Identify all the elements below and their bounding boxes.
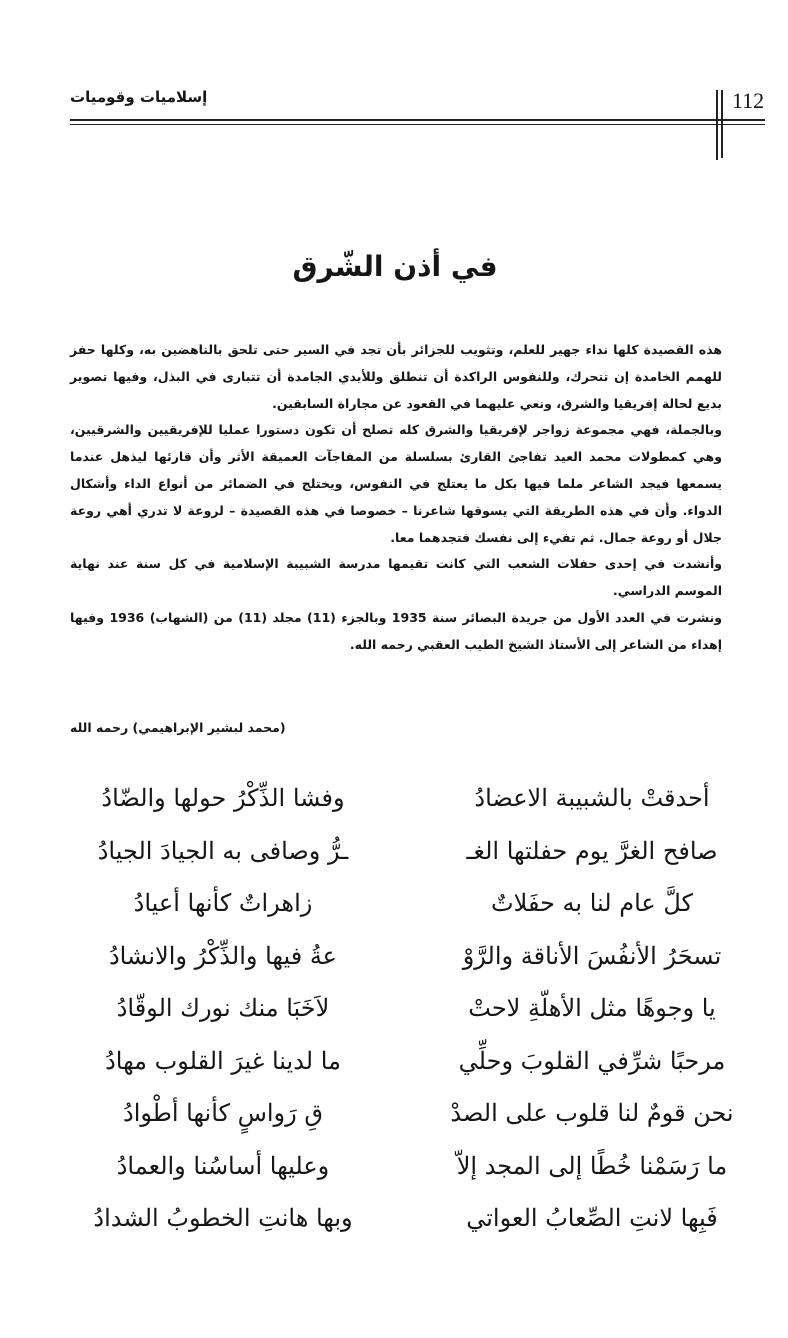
poem-title: في أذن الشّرق — [292, 250, 498, 283]
verse-second-hemistich: وعليها أساسُنا والعمادُ — [116, 1151, 330, 1180]
verse-line — [60, 938, 780, 991]
page-number: 112 — [732, 88, 765, 113]
intro-paragraph: هذه القصيدة كلها نداء جهير للعلم، وتثويب للجزائر بأن تجد في السير حتى تلحق بالناهضين به، وكلها حفز للهمم الخامدة إن تتحرك، وللنفوس الراكدة أن تنطلق وللأيدي الجامدة أن تتبارى في البذل، وفيها تصوير بديع لحالة إفريقيا والشرق، ونعي عليهما في القعود عن مجاراة السابقين. — [70, 342, 722, 411]
verse-first-hemistich: صافح الغرَّ يوم حفلتها الغـ — [466, 836, 718, 865]
verse-first-hemistich: ما رَسَمْنا خُطًا إلى المجد إلاّ — [456, 1151, 728, 1180]
running-header-title: إسلاميات وقوميات — [70, 88, 208, 106]
intro-text — [70, 337, 722, 659]
verse-line — [60, 780, 780, 833]
verse-second-hemistich: عةُ فيها والذِّكْرُ والانشادُ — [108, 941, 338, 970]
verse-second-hemistich: ـرُّ وصافى به الجيادَ الجيادُ — [97, 836, 349, 865]
verse-line — [60, 833, 780, 886]
verse-second-hemistich: وبها هانتِ الخطوبُ الشدادُ — [93, 1204, 353, 1232]
intro-paragraph: ونشرت في العدد الأول من جريدة البصائر سنة 1935 وبالجزء (11) مجلد (11) من (الشهاب) 1936 وفيها إهداء من الشاعر إلى الأستاذ الشيخ الطيب العقبي رحمه الله. — [70, 609, 723, 652]
intro-paragraph: وأنشدت في إحدى حفلات الشعب التي كانت تقيمها مدرسة الشبيبة الإسلامية في كل سنة عند نهاية الموسم الدراسي. — [70, 556, 722, 599]
intro-signature: (محمد لبشير الإبراهيمي) رحمه الله — [70, 720, 286, 735]
verse-second-hemistich: وفشا الذِّكْرُ حولها والضّادُ — [101, 784, 345, 812]
verse-first-hemistich: مرحبًا شرِّفي القلوبَ وحلِّي — [458, 1046, 726, 1075]
verse-second-hemistich: لاَخَبَا منك نورك الوقّادُ — [116, 994, 330, 1022]
header-rule-top — [70, 119, 765, 121]
verse-line — [60, 1043, 780, 1096]
verse-line — [60, 885, 780, 938]
verse-first-hemistich: يا وجوهًا مثل الأهلّةِ لاحتْ — [468, 994, 716, 1022]
verse-first-hemistich: فَبِها لانتِ الصِّعابُ العواتي — [466, 1204, 718, 1232]
verse-line — [60, 990, 780, 1043]
verse-line — [60, 1095, 780, 1148]
header-rule-bottom — [70, 124, 765, 125]
verse-second-hemistich: ما لدينا غيرَ القلوب مهادُ — [105, 1046, 341, 1075]
intro-paragraph: وبالجملة، فهي مجموعة زواجر لإفريقيا والشرق كله تصلح أن تكون دستورا عمليا للإفريقيين والشرقيين، وهي كمطولات محمد العيد تفاجئ القارئ بسلسلة من المفاجآت العميقة الأثر وأن قارئها ليذهل عندما يسمعها فيجد الشاعر ملما فيها بكل ما يعتلج في النفوس، ويختلج في الضمائر من أنواع الداء وأشكال الدواء. وأن في هذه الطريقة التي يسوقها شاعرنا – خصوصا في هذه القصيدة – لروعة لا تدري أهي روعة جلال أو روعة جمال. ثم تفيء إلى نفسك فتجدهما معا. — [70, 422, 722, 545]
header-vertical-rule — [716, 90, 718, 160]
verse-second-hemistich: زاهراتٌ كأنها أعيادُ — [133, 889, 313, 917]
verse-first-hemistich: نحن قومٌ لنا قلوب على الصدْ — [450, 1099, 734, 1127]
poem-verses — [60, 780, 780, 1253]
verse-first-hemistich: كلَّ عام لنا به حفَلاتٌ — [491, 889, 693, 917]
verse-first-hemistich: أحدقتْ بالشبيبة الاعضادُ — [474, 784, 710, 812]
verse-line — [60, 1200, 780, 1253]
header-vertical-rule — [721, 90, 723, 158]
verse-line — [60, 1148, 780, 1201]
verse-second-hemistich: قِ رَواسٍ كأنها أطْوادُ — [123, 1099, 323, 1127]
verse-first-hemistich: تسحَرُ الأنفُسَ الأناقة والرَّوْ — [462, 941, 722, 970]
